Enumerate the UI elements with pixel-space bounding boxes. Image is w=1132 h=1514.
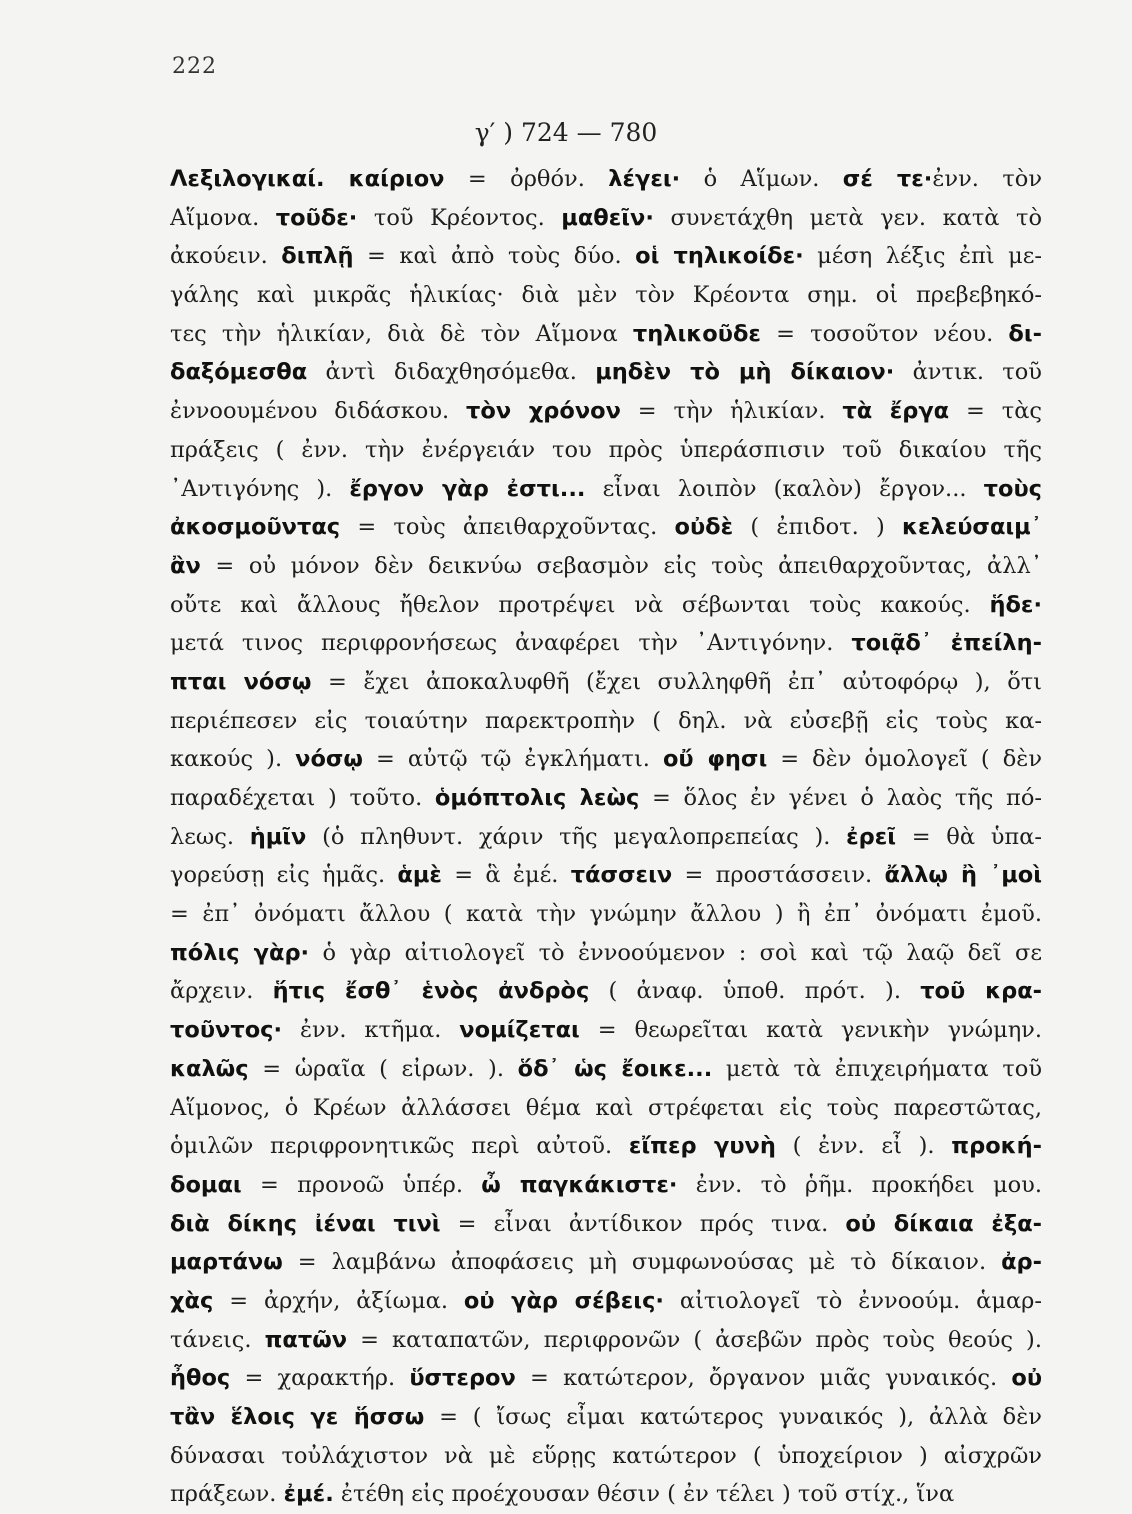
gloss-text: = εἶναι ἀντίδικον πρός τινα.: [440, 1210, 846, 1237]
text-line: [170, 934, 1042, 973]
lemma: ἡμῖν: [249, 823, 307, 850]
lemma: Λεξιλογικαί. καίριον: [170, 166, 445, 192]
text-line: [170, 624, 1042, 663]
text-line: [170, 1243, 1042, 1282]
gloss-text: = ἔχει ἀποκαλυφθῆ (ἔχει συλληφθῆ ἐπ᾿ αὐτοφόρῳ ), ὅτι: [311, 668, 1042, 695]
lemma: ἦθος: [170, 1365, 231, 1392]
text-line: [170, 1282, 1042, 1321]
lemma: τάσσειν: [570, 862, 673, 889]
lemma: ἄλλῳ ἢ ᾿μοὶ: [884, 862, 1042, 889]
lemma: ἂν: [170, 552, 201, 579]
gloss-text: παραδέχεται ) τοῦτο.: [170, 785, 435, 811]
lemma: οἱ τηλικοίδε·: [635, 243, 804, 270]
lemma: ὅδ᾿ ὡς ἔοικε...: [517, 1055, 713, 1082]
lemma: οὔ φησι: [662, 746, 768, 773]
lemma: χὰς: [170, 1287, 214, 1314]
gloss-text: Αἵμονα.: [170, 204, 276, 231]
gloss-text: = χαρακτήρ.: [230, 1365, 410, 1392]
gloss-text: λεως.: [170, 823, 250, 850]
text-line: [170, 315, 1042, 354]
gloss-text: = καὶ ἀπὸ τοὺς δύο.: [353, 243, 636, 270]
lemma: τηλικοῦδε: [632, 320, 761, 347]
text-line: [170, 1050, 1042, 1089]
gloss-text: = τοὺς ἀπειθαρχοῦντας.: [340, 514, 675, 541]
text-line: [170, 1166, 1042, 1205]
lemma: νομίζεται: [459, 1017, 580, 1044]
gloss-text: μέση λέξις ἐπὶ με-: [803, 243, 1042, 270]
section-heading: γ′ ) 724 — 780: [474, 118, 658, 147]
text-line: [170, 353, 1042, 392]
gloss-text: περιέπεσεν εἰς τοιαύτην παρεκτροπὴν ( δηλ. νὰ εὐσεβῇ εἰς τοὺς κα-: [170, 707, 1042, 734]
gloss-text: ἐνν. τὸ ῥῆμ. προκήδει μου.: [677, 1171, 1042, 1198]
gloss-text: εἶναι λοιπὸν (καλὸν) ἔργον...: [585, 475, 984, 502]
text-line: [170, 1205, 1042, 1244]
lemma: μηδὲν τὸ μὴ δίκαιον·: [595, 359, 895, 386]
gloss-text: = λαμβάνω ἀποφάσεις μὴ συμφωνούσας μὲ τὸ δίκαιον.: [282, 1249, 1002, 1276]
lemma: τοῦντος·: [170, 1017, 283, 1044]
gloss-text: = θὰ ὑπα-: [896, 823, 1042, 850]
lemma: οὐδὲ: [674, 514, 734, 541]
gloss-text: τοῦ Κρέοντος.: [357, 204, 562, 231]
gloss-text: = ὡραῖα ( εἰρων. ).: [248, 1055, 518, 1082]
gloss-text: = ( ἴσως εἶμαι κατώτερος γυναικός ), ἀλλὰ δὲν: [424, 1404, 1042, 1430]
text-line: [170, 392, 1042, 431]
gloss-text: ἐτέθη εἰς προέχουσαν θέσιν ( ἐν τέλει ) τοῦ στίχ., ἵνα: [333, 1481, 955, 1508]
gloss-text: Αἵμονος, ὁ Κρέων ἀλλάσσει θέμα καὶ στρέφεται εἰς τοὺς παρεστῶτας,: [170, 1094, 1042, 1121]
text-line: [170, 276, 1042, 315]
text-line: [170, 1321, 1042, 1360]
text-line: [170, 431, 1042, 470]
text-line: [170, 740, 1042, 779]
text-line: [170, 663, 1042, 702]
gloss-text: ἐνν. κτῆμα.: [282, 1017, 460, 1044]
lemma: πται νόσῳ: [170, 668, 312, 695]
lemma: τἂν ἕλοις γε ἥσσω: [170, 1404, 425, 1430]
gloss-text: = δὲν ὁμολογεῖ ( δὲν: [767, 746, 1042, 773]
lemma: ὦ παγκάκιστε·: [481, 1171, 678, 1198]
gloss-text: ἐννοουμένου διδάσκου.: [170, 398, 467, 425]
lemma: δαξόμεσθα: [170, 359, 308, 386]
gloss-text: τες τὴν ἡλικίαν, διὰ δὲ τὸν Αἵμονα: [170, 320, 633, 347]
gloss-text: ( ἐνν. εἶ ).: [775, 1133, 952, 1160]
gloss-text: = ὀρθόν.: [444, 166, 609, 192]
text-line: [170, 199, 1042, 238]
gloss-text: = ἃ ἐμέ.: [441, 862, 571, 889]
gloss-text: ὁ Αἵμων.: [680, 166, 843, 192]
lemma: ὕστερον: [409, 1365, 516, 1392]
gloss-text: γάλης καὶ μικρᾶς ἡλικίας· διὰ μὲν τὸν Κρέοντα σημ. οἱ πρεβεβηκό-: [170, 282, 1042, 309]
text-line: [170, 1089, 1042, 1128]
text-line: [170, 470, 1042, 509]
gloss-text: ὁμιλῶν περιφρονητικῶς περὶ αὐτοῦ.: [170, 1133, 629, 1160]
lemma: τὰ ἔργα: [842, 398, 950, 425]
lemma: ὁμόπτολις λεὼς: [434, 785, 640, 811]
gloss-text: = τοσοῦτον νέου.: [760, 320, 1009, 347]
text-line: [170, 586, 1042, 625]
gloss-text: μετά τινος περιφρονήσεως ἀναφέρει τὴν ᾿Αντιγόνην.: [170, 630, 852, 657]
gloss-text: = καταπατῶν, περιφρονῶν ( ἀσεβῶν πρὸς τοὺς θεούς ).: [347, 1326, 1042, 1353]
gloss-text: = ὅλος ἐν γένει ὁ λαὸς τῆς πό-: [639, 785, 1042, 811]
lemma: εἴπερ γυνὴ: [628, 1133, 776, 1160]
gloss-text: οὔτε καὶ ἄλλους ἤθελον προτρέψει νὰ σέβωνται τοὺς κακούς.: [170, 591, 990, 618]
page-number: 222: [172, 54, 217, 79]
lemma: οὐ γὰρ σέβεις·: [463, 1287, 664, 1314]
commentary-body: [170, 160, 1042, 1514]
lemma: τοῦ κρα-: [920, 978, 1042, 1005]
gloss-text: κακούς ).: [170, 746, 296, 773]
gloss-text: ( ἀναφ. ὑποθ. πρότ. ).: [589, 978, 921, 1005]
text-line: [170, 508, 1042, 547]
gloss-text: = προστάσσειν.: [672, 862, 885, 889]
lemma: ἥδε·: [989, 591, 1042, 618]
gloss-text: πράξεις ( ἐνν. τὴν ἐνέργειάν του πρὸς ὑπεράσπισιν τοῦ δικαίου τῆς: [170, 436, 1042, 463]
gloss-text: ἄρχειν.: [170, 978, 273, 1005]
gloss-text: = ἐπ᾿ ὀνόματι ἄλλου ( κατὰ τὴν γνώμην ἄλλου ) ἢ ἐπ᾿ ὀνόματι ἐμοῦ.: [170, 901, 1042, 928]
lemma: δι-: [1008, 320, 1042, 347]
text-line: [170, 702, 1042, 741]
lemma: ἀρ-: [1001, 1249, 1042, 1276]
text-line: [170, 895, 1042, 934]
gloss-text: = ἀρχήν, ἀξίωμα.: [213, 1287, 464, 1314]
gloss-text: = οὐ μόνον δὲν δεικνύω σεβασμὸν εἰς τοὺς ἀπειθαρχοῦντας, ἀλλ᾿: [200, 552, 1042, 579]
gloss-text: = θεωρεῖται κατὰ γενικὴν γνώμην.: [579, 1017, 1042, 1044]
gloss-text: ἐνν. τὸν: [932, 166, 1042, 192]
lemma: οὐ: [1011, 1365, 1042, 1392]
lemma: ἔργον γὰρ ἐστι...: [349, 475, 586, 502]
gloss-text: = κατώτερον, ὄργανον μιᾶς γυναικός.: [515, 1365, 1012, 1392]
lemma: πατῶν: [264, 1326, 348, 1353]
text-line: [170, 160, 1042, 199]
lemma: κελεύσαιμ᾿: [901, 514, 1042, 541]
lemma: δομαι: [170, 1171, 242, 1198]
lemma: ἐρεῖ: [846, 823, 897, 850]
text-line: [170, 972, 1042, 1011]
gloss-text: γορεύσῃ εἰς ἡμᾶς.: [170, 862, 398, 889]
text-line: [170, 1011, 1042, 1050]
lemma: ἀκοσμοῦντας: [170, 514, 341, 541]
text-line: [170, 1437, 1042, 1476]
lemma: τοῦδε·: [275, 204, 358, 231]
lemma: σέ τε·: [842, 166, 933, 192]
text-line: [170, 1359, 1042, 1398]
lemma: μαρτάνω: [170, 1249, 283, 1276]
lemma: ἥτις ἔσθ᾿ ἑνὸς ἀνδρὸς: [272, 978, 590, 1005]
lemma: τοὺς: [983, 475, 1042, 502]
lemma: μαθεῖν·: [561, 204, 654, 231]
gloss-text: συνετάχθη μετὰ γεν. κατὰ τὸ: [653, 204, 1042, 231]
lemma: ἐμέ.: [283, 1481, 334, 1508]
gloss-text: ᾿Αντιγόνης ).: [170, 475, 350, 502]
gloss-text: τάνεις.: [170, 1326, 265, 1353]
gloss-text: ( ἐπιδοτ. ): [733, 514, 902, 541]
text-line: [170, 856, 1042, 895]
text-line: [170, 237, 1042, 276]
lemma: οὐ δίκαια ἐξα-: [845, 1210, 1042, 1237]
lemma: πόλις γὰρ·: [170, 939, 310, 966]
lemma: λέγει·: [608, 166, 681, 192]
lemma: καλῶς: [170, 1055, 249, 1082]
gloss-text: = τὴν ἡλικίαν.: [620, 398, 843, 425]
gloss-text: αἰτιολογεῖ τὸ ἐννοούμ. ἁμαρ-: [663, 1287, 1042, 1314]
text-line: [170, 818, 1042, 857]
gloss-text: = αὐτῷ τῷ ἐγκλήματι.: [363, 746, 663, 773]
lemma: τοιᾷδ᾿ ἐπείλη-: [851, 630, 1042, 657]
text-line: [170, 1398, 1042, 1437]
gloss-text: ὁ γὰρ αἰτιολογεῖ τὸ ἐννοούμενον : σοὶ καὶ τῷ λαῷ δεῖ σε: [309, 939, 1042, 966]
text-line: [170, 547, 1042, 586]
gloss-text: (ὁ πληθυντ. χάριν τῆς μεγαλοπρεπείας ).: [306, 823, 847, 850]
gloss-text: ἀκούειν.: [170, 243, 282, 270]
lemma: προκή-: [951, 1133, 1042, 1160]
gloss-text: ἀντὶ διδαχθησόμεθα.: [307, 359, 596, 386]
gloss-text: μετὰ τὰ ἐπιχειρήματα τοῦ: [712, 1055, 1042, 1082]
lemma: διπλῇ: [281, 243, 354, 270]
text-line: [170, 1127, 1042, 1166]
gloss-text: πράξεων.: [170, 1481, 284, 1508]
gloss-text: = προνοῶ ὑπέρ.: [241, 1171, 482, 1198]
lemma: τὸν χρόνον: [466, 398, 621, 425]
gloss-text: = τὰς: [949, 398, 1042, 425]
lemma: νόσῳ: [295, 746, 363, 773]
text-line: [170, 779, 1042, 818]
lemma: ἁμὲ: [397, 862, 442, 889]
lemma: διὰ δίκης ἰέναι τινὶ: [170, 1210, 441, 1237]
gloss-text: δύνασαι τοὐλάχιστον νὰ μὲ εὕρῃς κατώτερον ( ὑποχείριον ) αἰσχρῶν: [170, 1442, 1042, 1469]
gloss-text: ἀντικ. τοῦ: [894, 359, 1042, 386]
text-line: [170, 1475, 1042, 1514]
